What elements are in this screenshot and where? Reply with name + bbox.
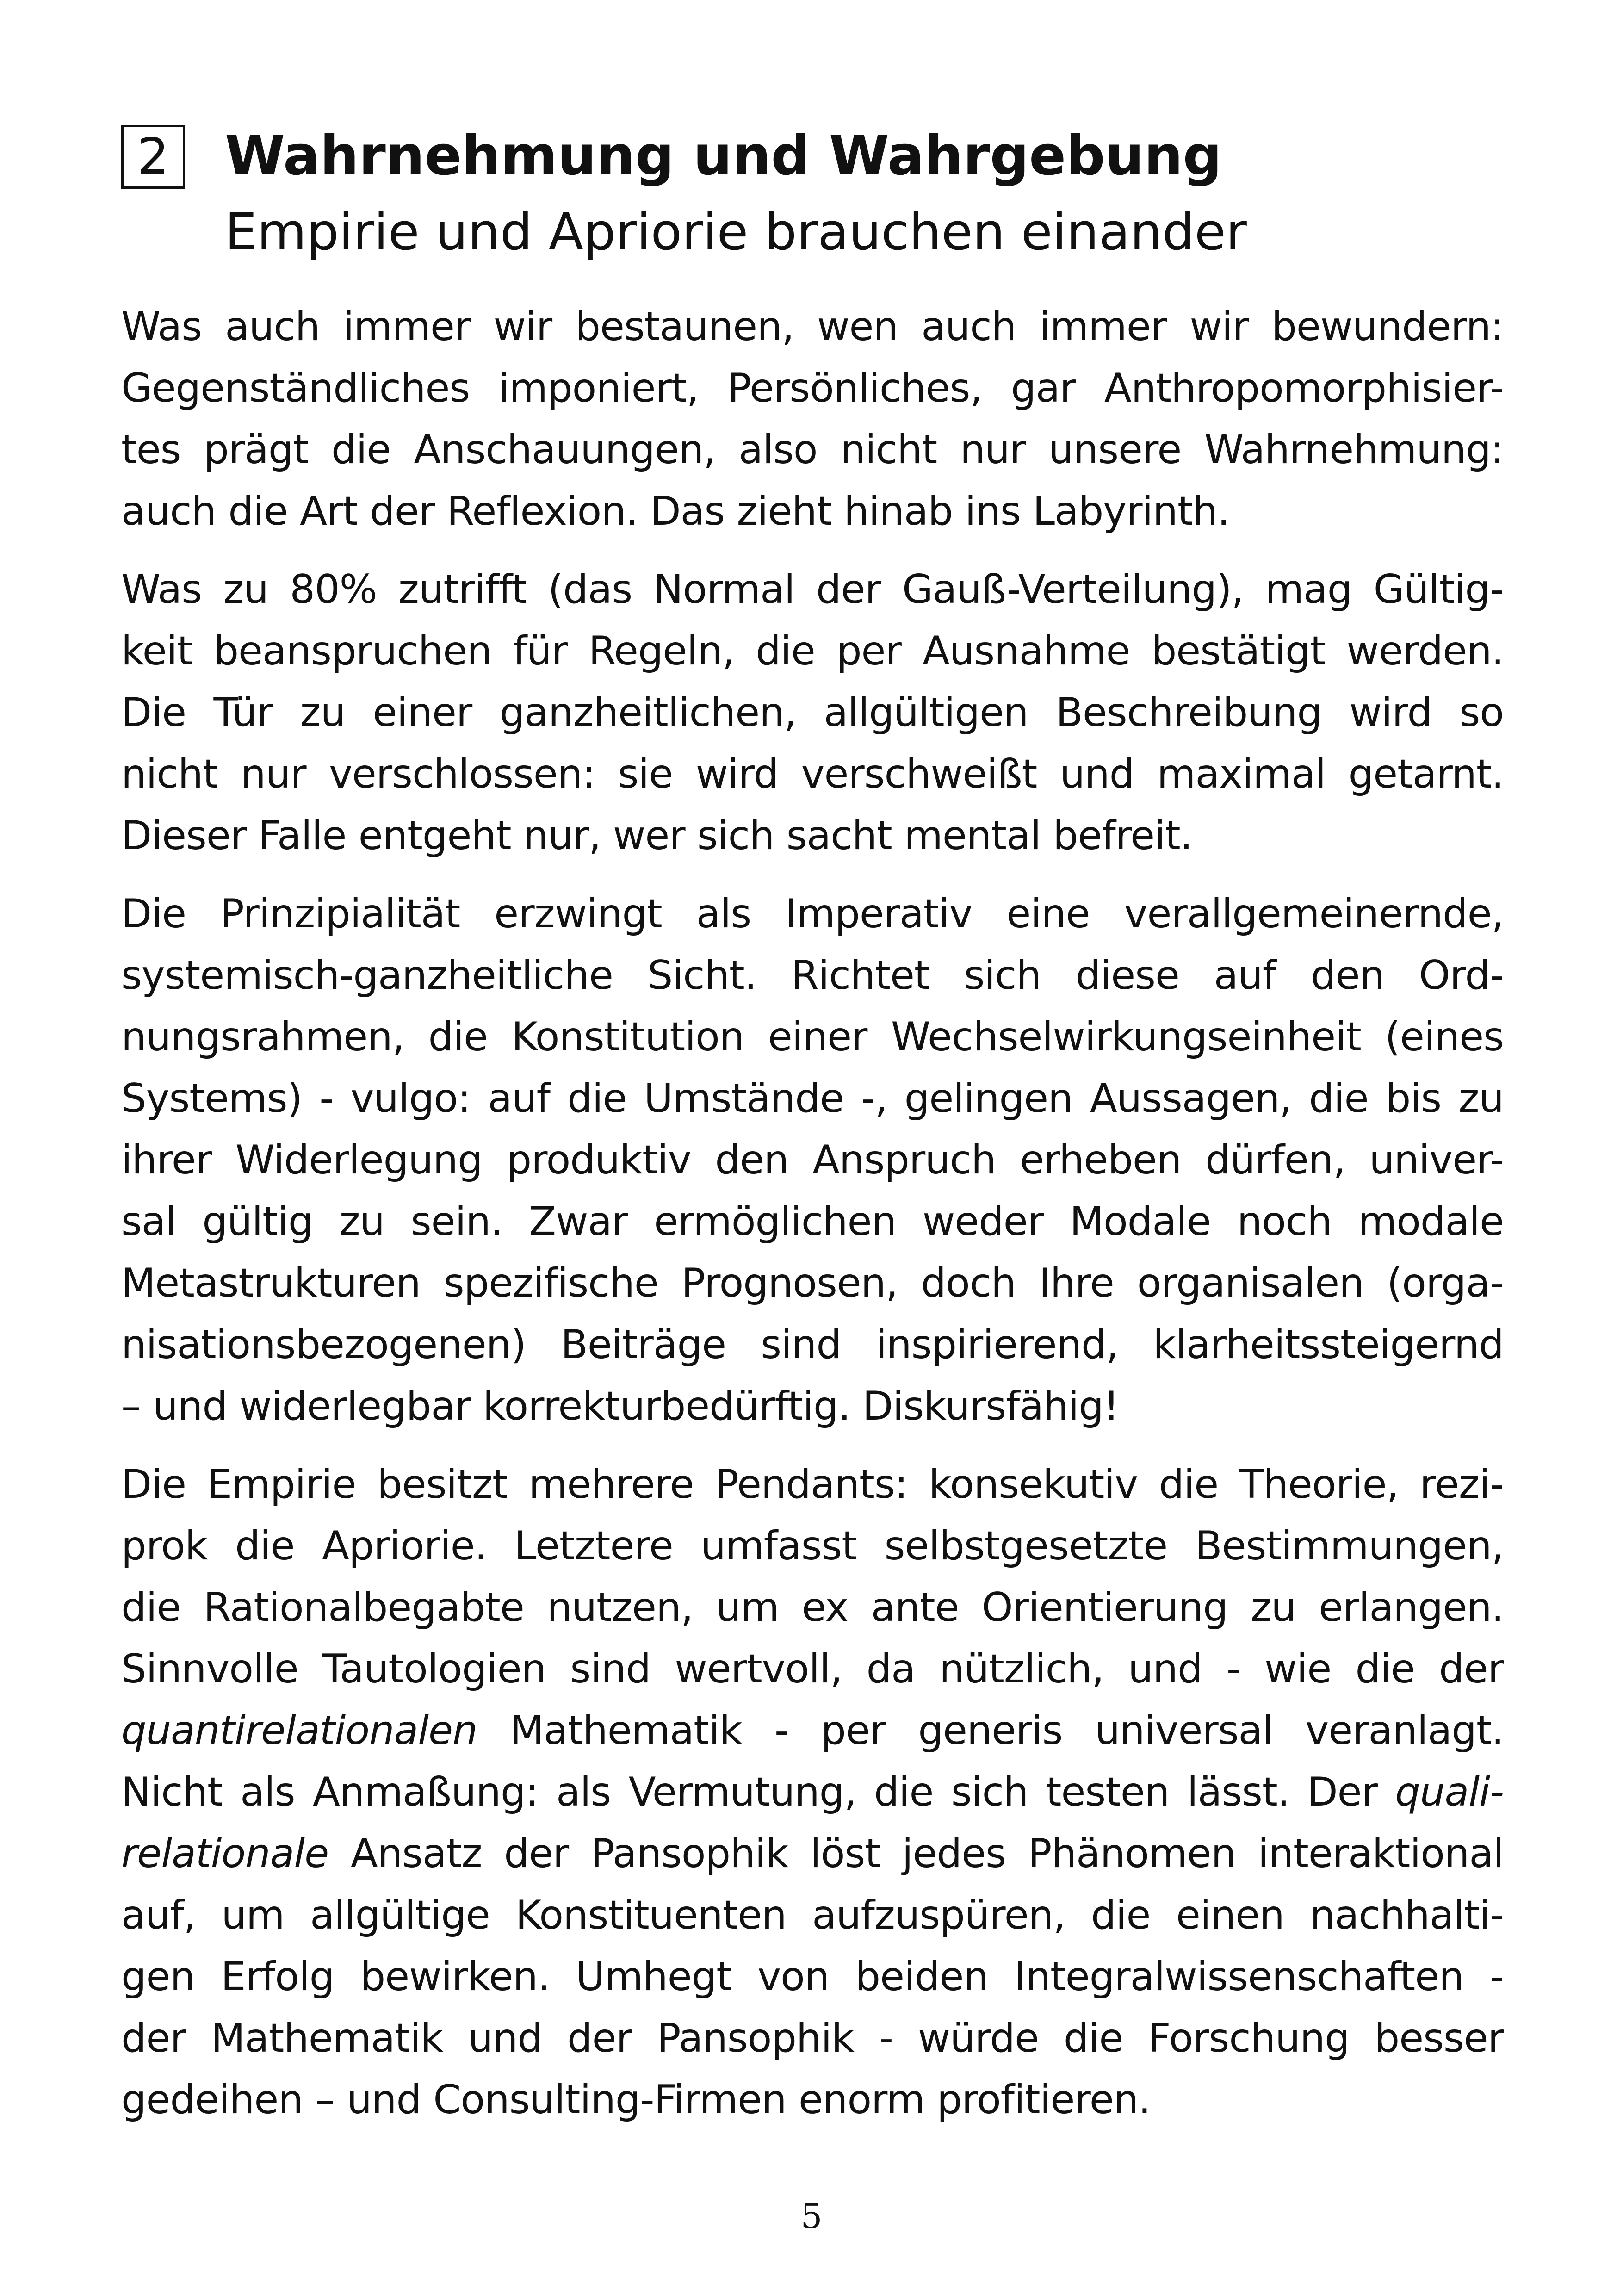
text-line: gedeihen – und Consulting-Firmen enorm profitieren. — [121, 2077, 1151, 2123]
chapter-title: Wahrnehmung und Wahrgebung — [225, 124, 1222, 187]
text-line: Systems) - vulgo: auf die Umstände -, gelingen Aussagen, die bis zu — [121, 1075, 1504, 1122]
text-line — [121, 1762, 1504, 1823]
paragraph-2 — [121, 559, 1504, 867]
text-line: Die Prinzipialität erzwingt als Imperativ eine verallgemeinernde, — [121, 891, 1504, 937]
text-segment: Nicht als Anmaßung: als Vermutung, die sich testen lässt. Der — [121, 1769, 1395, 1815]
text-line: nicht nur verschlossen: sie wird verschweißt und maximal getarnt. — [121, 751, 1504, 797]
text-line: keit beanspruchen für Regeln, die per Ausnahme bestätigt werden. — [121, 628, 1504, 674]
page-number: 5 — [800, 2197, 823, 2236]
text-line: ihrer Widerlegung produktiv den Anspruch erheben dürfen, univer- — [121, 1137, 1504, 1183]
text-line: sal gültig zu sein. Zwar ermöglichen weder Modale noch modale — [121, 1198, 1504, 1245]
text-line: gen Erfolg bewirken. Umhegt von beiden Integralwissenschaften - — [121, 1954, 1504, 2000]
paragraph-1 — [121, 296, 1504, 542]
text-line: Metastrukturen spezifische Prognosen, doch Ihre organisalen (orga- — [121, 1260, 1504, 1306]
text-line: nungsrahmen, die Konstitution einer Wechselwirkungseinheit (eines — [121, 1014, 1504, 1060]
text-line: auf, um allgültige Konstituenten aufzuspüren, die einen nachhalti- — [121, 1892, 1504, 1938]
body-text — [121, 296, 1504, 2147]
text-line: Was zu 80% zutrifft (das Normal der Gauß-Verteilung), mag Gültig- — [121, 566, 1504, 613]
emphasis-relationale: relationale — [121, 1831, 329, 1877]
emphasis-quali: quali- — [1395, 1769, 1504, 1815]
chapter-header — [121, 116, 1509, 273]
text-line: auch die Art der Reflexion. Das zieht hinab ins Labyrinth. — [121, 488, 1230, 534]
text-line: Sinnvolle Tautologien sind wertvoll, da nützlich, und - wie die der — [121, 1646, 1504, 1692]
chapter-number: 2 — [121, 125, 185, 189]
paragraph-4 — [121, 1454, 1504, 2131]
text-line: systemisch-ganzheitliche Sicht. Richtet sich diese auf den Ord- — [121, 952, 1504, 999]
text-line: Dieser Falle entgeht nur, wer sich sacht mental befreit. — [121, 813, 1193, 859]
text-line: die Rationalbegabte nutzen, um ex ante Orientierung zu erlangen. — [121, 1584, 1504, 1631]
text-line: – und widerlegbar korrekturbedürftig. Diskursfähig! — [121, 1383, 1119, 1429]
text-line — [121, 1700, 1504, 1762]
text-line: nisationsbezogenen) Beiträge sind inspirierend, klarheitssteigernd — [121, 1322, 1504, 1368]
chapter-subtitle: Empirie und Apriorie brauchen einander — [225, 202, 1247, 261]
emphasis-quantirelationalen: quantirelationalen — [121, 1707, 477, 1754]
paragraph-3 — [121, 883, 1504, 1437]
text-line: Die Empirie besitzt mehrere Pendants: konsekutiv die Theorie, rezi- — [121, 1461, 1504, 1508]
text-line — [121, 1823, 1504, 1885]
text-line: der Mathematik und der Pansophik - würde die Forschung besser — [121, 2015, 1504, 2061]
text-line: prok die Apriorie. Letztere umfasst selbstgesetzte Bestimmungen, — [121, 1523, 1504, 1569]
text-line: Gegenständliches imponiert, Persönliches, gar Anthropomorphisier- — [121, 365, 1504, 411]
text-segment: Mathematik - per generis universal veranlagt. — [477, 1707, 1504, 1754]
text-line: Was auch immer wir bestaunen, wen auch immer wir bewundern: — [121, 304, 1504, 350]
text-segment: Ansatz der Pansophik löst jedes Phänomen interaktional — [328, 1831, 1504, 1877]
text-line: tes prägt die Anschauungen, also nicht nur unsere Wahrnehmung: — [121, 427, 1504, 473]
text-line: Die Tür zu einer ganzheitlichen, allgültigen Beschreibung wird so — [121, 689, 1504, 736]
